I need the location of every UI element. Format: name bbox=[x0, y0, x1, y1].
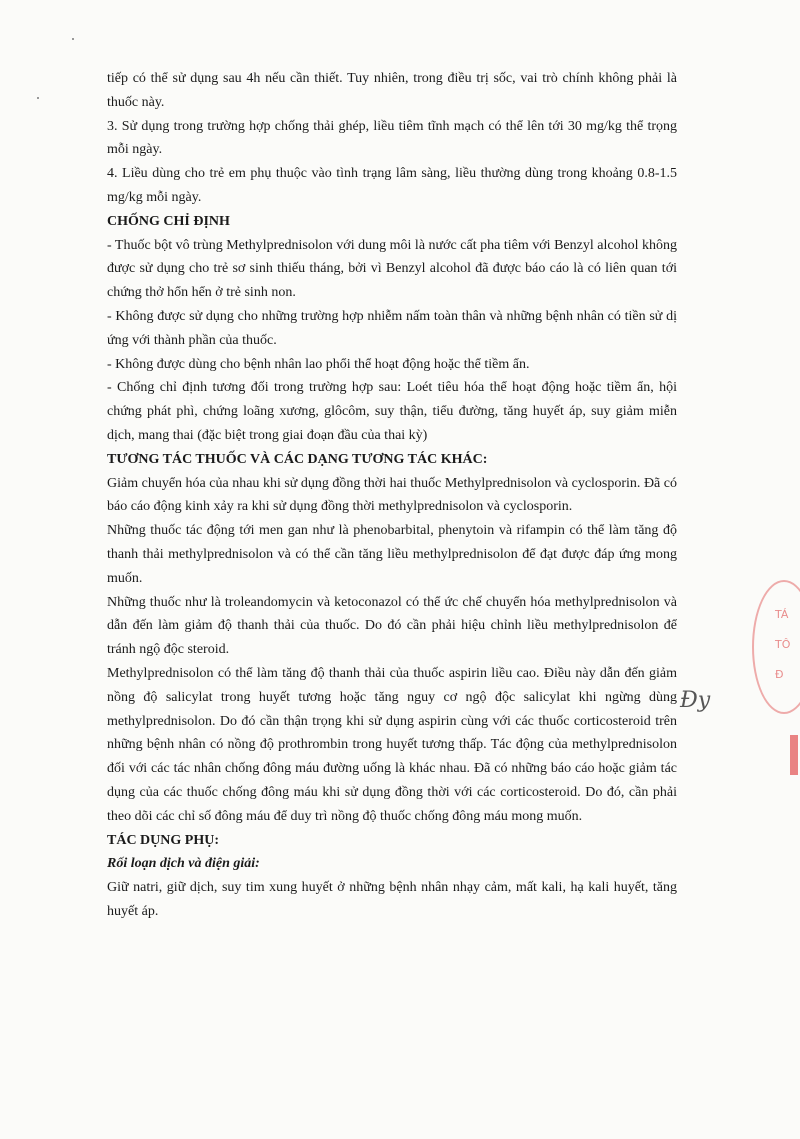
scan-speck bbox=[37, 97, 39, 99]
list-item: - Thuốc bột vô trùng Methylprednisolon với dung môi là nước cất pha tiêm với Benzyl alcohol không được sử dụng cho trẻ sơ sinh thiếu tháng, bởi vì Benzyl alcohol đã được báo cáo là có liên quan tới chứng thở hổn hển ở trẻ sinh non. bbox=[107, 237, 677, 301]
section-heading-contraindications: CHỐNG CHỈ ĐỊNH bbox=[107, 213, 230, 229]
subsection-heading: Rối loạn dịch và điện giải: bbox=[107, 856, 260, 872]
stamp-fragment bbox=[790, 735, 798, 775]
paragraph: tiếp có thể sử dụng sau 4h nếu cần thiết. Tuy nhiên, trong điều trị sốc, vai trò chính không phải là thuốc này. bbox=[107, 71, 677, 110]
paragraph: Giữ natri, giữ dịch, suy tim xung huyết ở những bệnh nhân nhạy cảm, mất kali, hạ kali huyết, tăng huyết áp. bbox=[107, 880, 677, 919]
document-body bbox=[107, 67, 677, 924]
list-item: - Không được dùng cho bệnh nhân lao phổi thể hoạt động hoặc thể tiềm ẩn. bbox=[107, 356, 530, 372]
stamp-line: TÔ bbox=[775, 638, 791, 651]
stamp-text bbox=[775, 600, 797, 690]
paragraph: Methylprednisolon có thể làm tăng độ thanh thải của thuốc aspirin liều cao. Điều này dẫn đến giảm nồng độ salicylat trong huyết tương hoặc tăng nguy cơ ngộ độc salicylat khi ngừng dùng methylprednisolon. Do đó cần thận trọng khi sử dụng aspirin cùng với các thuốc corticosteroid trên những bệnh nhân có nồng độ prothrombin trong huyết tương thấp. Tác động của methylprednisolon đối với các tác nhân chống đông máu đường uống là khác nhau. Đã có những báo cáo hoặc giảm tác dụng của các thuốc chống đông máu khi sử dụng đồng thời với các corticosteroid. Do đó, cần phải theo dõi các chỉ số đông máu để duy trì nồng độ thuốc chống đông máu mong muốn. bbox=[107, 665, 677, 824]
paragraph: Những thuốc tác động tới men gan như là phenobarbital, phenytoin và rifampin có thể làm tăng độ thanh thải methylprednisolon và có thể cần tăng liều methylprednisolon để đạt được đáp ứng mong muốn. bbox=[107, 523, 677, 586]
scan-speck bbox=[72, 38, 74, 40]
section-heading-interactions: TƯƠNG TÁC THUỐC VÀ CÁC DẠNG TƯƠNG TÁC KHÁC: bbox=[107, 451, 488, 467]
paragraph: 4. Liều dùng cho trẻ em phụ thuộc vào tình trạng lâm sàng, liều thường dùng trong khoảng 0.8-1.5 mg/kg mỗi ngày. bbox=[107, 166, 677, 205]
list-item: - Chống chỉ định tương đối trong trường hợp sau: Loét tiêu hóa thể hoạt động hoặc tiềm ẩn, hội chứng phát phì, chứng loãng xương, glôcôm, suy thận, tiểu đường, tăng huyết áp, suy giảm miễn dịch, mang thai (đặc biệt trong giai đoạn đầu của thai kỳ) bbox=[107, 380, 677, 443]
paragraph: Giảm chuyển hóa của nhau khi sử dụng đồng thời hai thuốc Methylprednisolon và cyclosporin. Đã có báo cáo động kinh xảy ra khi sử dụng đồng thời methylprednisolon và cyclosporin. bbox=[107, 475, 677, 515]
section-heading-side-effects: TÁC DỤNG PHỤ: bbox=[107, 832, 219, 848]
list-item: - Không được sử dụng cho những trường hợp nhiễm nấm toàn thân và những bệnh nhân có tiền sử dị ứng với thành phần của thuốc. bbox=[107, 308, 677, 348]
stamp-line: TÁ bbox=[775, 608, 789, 621]
paragraph: 3. Sử dụng trong trường hợp chống thải ghép, liều tiêm tĩnh mạch có thể lên tới 30 mg/kg thể trọng mỗi ngày. bbox=[107, 118, 677, 158]
stamp-line: Đ bbox=[775, 668, 784, 681]
handwritten-signature: Đy bbox=[680, 688, 711, 713]
paragraph: Những thuốc như là troleandomycin và ketoconazol có thể ức chế chuyển hóa methylprednisolon và dẫn đến làm giảm độ thanh thải của thuốc. Do đó cần phải hiệu chỉnh liều methylprednisolon để tránh ngộ độc steroid. bbox=[107, 594, 677, 658]
